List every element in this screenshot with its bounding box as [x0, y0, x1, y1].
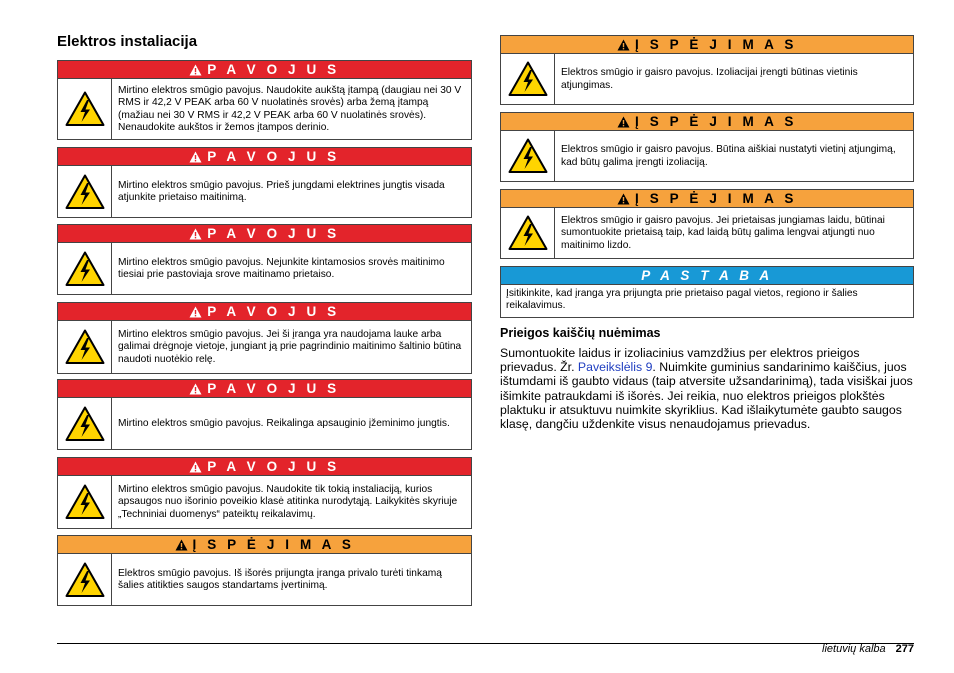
warning-triangle-icon [189, 461, 202, 473]
warning-label: Į S P Ė J I M A S [635, 113, 797, 129]
danger-message: Mirtino elektros smūgio pavojus. Jei ši įranga yra naudojama lauke arba galimai drėgnoje vietoje, jungiant ją prie pagrindinio maitinimo šaltinio būtina naudoti nuotėkio relę. [118, 328, 462, 365]
warning-header [58, 536, 471, 554]
danger-box [57, 60, 472, 140]
electric-shock-hazard-icon [65, 484, 105, 520]
footer [822, 642, 914, 656]
danger-label: P A V O J U S [207, 303, 340, 319]
danger-message: Mirtino elektros smūgio pavojus. Naudokite tik tokią instaliaciją, kurios apsaugos nuo išorinio poveikio klasė atitinka nurodytąją. Laikykitės skyriuje „Techniniai duomenys“ pateiktų reikalavimų. [118, 483, 458, 520]
notice-header: P A S T A B A [501, 267, 913, 285]
warning-label: Į S P Ė J I M A S [635, 36, 797, 52]
section-title: Elektros instaliacija [57, 33, 198, 50]
warning-box [500, 112, 914, 182]
warning-triangle-icon [189, 228, 202, 240]
danger-label: P A V O J U S [207, 148, 340, 164]
warning-triangle-icon [189, 383, 202, 395]
figure-link[interactable]: Paveikslėlis 9 [577, 360, 653, 375]
electric-shock-hazard-icon [65, 174, 105, 210]
warning-message: Elektros smūgio pavojus. Iš išorės prijungta įranga privalo turėti tinkamą šalies atitikties saugos standartams įvertinimą. [118, 567, 442, 591]
warning-header [501, 36, 913, 54]
warning-header [501, 113, 913, 131]
danger-header [58, 458, 471, 476]
notice-box [500, 266, 914, 318]
warning-triangle-icon [617, 193, 630, 205]
danger-box [57, 147, 472, 218]
electric-shock-hazard-icon [65, 91, 105, 127]
warning-header [501, 190, 913, 208]
danger-box [57, 457, 472, 529]
danger-label: P A V O J U S [207, 380, 340, 396]
page-number: 277 [895, 643, 914, 655]
body-paragraph [500, 346, 914, 431]
danger-box [57, 302, 472, 374]
danger-message: Mirtino elektros smūgio pavojus. Reikalinga apsauginio įžeminimo jungtis. [118, 417, 450, 429]
warning-box [500, 189, 914, 259]
danger-message: Mirtino elektros smūgio pavojus. Nejunkite kintamosios srovės maitinimo tiesiai prie pastoviaja srove maitinamo prietaiso. [118, 256, 445, 280]
warning-label: Į S P Ė J I M A S [635, 190, 797, 206]
danger-box [57, 224, 472, 295]
warning-box [500, 35, 914, 105]
electric-shock-hazard-icon [508, 215, 548, 251]
warning-triangle-icon [175, 539, 188, 551]
electric-shock-hazard-icon [65, 562, 105, 598]
paragraph-text: . Nuimkite guminius sandarinimo kaiščius, juos ištumdami iš gaubto vidaus (taip atversite užsandarinimą), tada visiškai juos išimkite patraukdami iš išorės. Jei reikia, nuo elektros prieigos plokštės plaktuku ir atsuktuvu nuimkite skyriklius. Kad išlaikytumėte gaubto saugos klasę, dangčiu uždenkite visus nenaudojamus prievadus. [500, 360, 913, 432]
warning-triangle-icon [189, 64, 202, 76]
warning-triangle-icon [617, 39, 630, 51]
danger-header [58, 61, 471, 79]
footer-rule [57, 643, 914, 644]
warning-triangle-icon [189, 306, 202, 318]
danger-box [57, 379, 472, 450]
danger-header [58, 380, 471, 398]
danger-label: P A V O J U S [207, 225, 340, 241]
danger-label: P A V O J U S [207, 458, 340, 474]
danger-header [58, 225, 471, 243]
warning-label: Į S P Ė J I M A S [192, 536, 355, 552]
notice-message: Įsitikinkite, kad įranga yra prijungta prie prietaiso pagal vietos, regiono ir šalies reikalavimus. [506, 288, 858, 312]
danger-label: P A V O J U S [207, 61, 340, 77]
subsection-title: Prieigos kaiščių nuėmimas [500, 326, 661, 340]
warning-message: Elektros smūgio ir gaisro pavojus. Būtina aiškiai nustatyti vietinį atjungimą, kad būtų galima įrengti izoliaciją. [561, 144, 896, 168]
warning-box [57, 535, 472, 606]
warning-message: Elektros smūgio ir gaisro pavojus. Izoliacijai įrengti būtinas vietinis atjungimas. [561, 67, 858, 91]
warning-message: Elektros smūgio ir gaisro pavojus. Jei prietaisas jungiamas laidu, būtinai sumontuokite prietaisą taip, kad laidą būtų galima lengvai atjungti nuo maitinimo lizdo. [561, 214, 885, 251]
electric-shock-hazard-icon [65, 329, 105, 365]
danger-header [58, 148, 471, 166]
danger-message: Mirtino elektros smūgio pavojus. Naudokite aukštą įtampą (daugiau nei 30 V RMS ir 42,2 V PEAK arba 60 V nuolatinės srovės) arba žemą įtampą (mažiau nei 30 V RMS ir 42,2 V PEAK arba 60 V nuolatinės srovės). Nenaudokite aukštos ir žemos įtampos derinio. [118, 84, 462, 133]
footer-language: lietuvių kalba [822, 643, 886, 655]
paragraph-text: Sumontuokite laidus ir izoliacinius vamzdžius per elektros prieigos prievadus. Žr. [500, 346, 860, 375]
electric-shock-hazard-icon [65, 251, 105, 287]
warning-triangle-icon [617, 116, 630, 128]
warning-triangle-icon [189, 151, 202, 163]
electric-shock-hazard-icon [65, 406, 105, 442]
danger-message: Mirtino elektros smūgio pavojus. Prieš jungdami elektrines jungtis visada atjunkite prietaiso maitinimą. [118, 179, 445, 203]
electric-shock-hazard-icon [508, 138, 548, 174]
electric-shock-hazard-icon [508, 61, 548, 97]
danger-header [58, 303, 471, 321]
